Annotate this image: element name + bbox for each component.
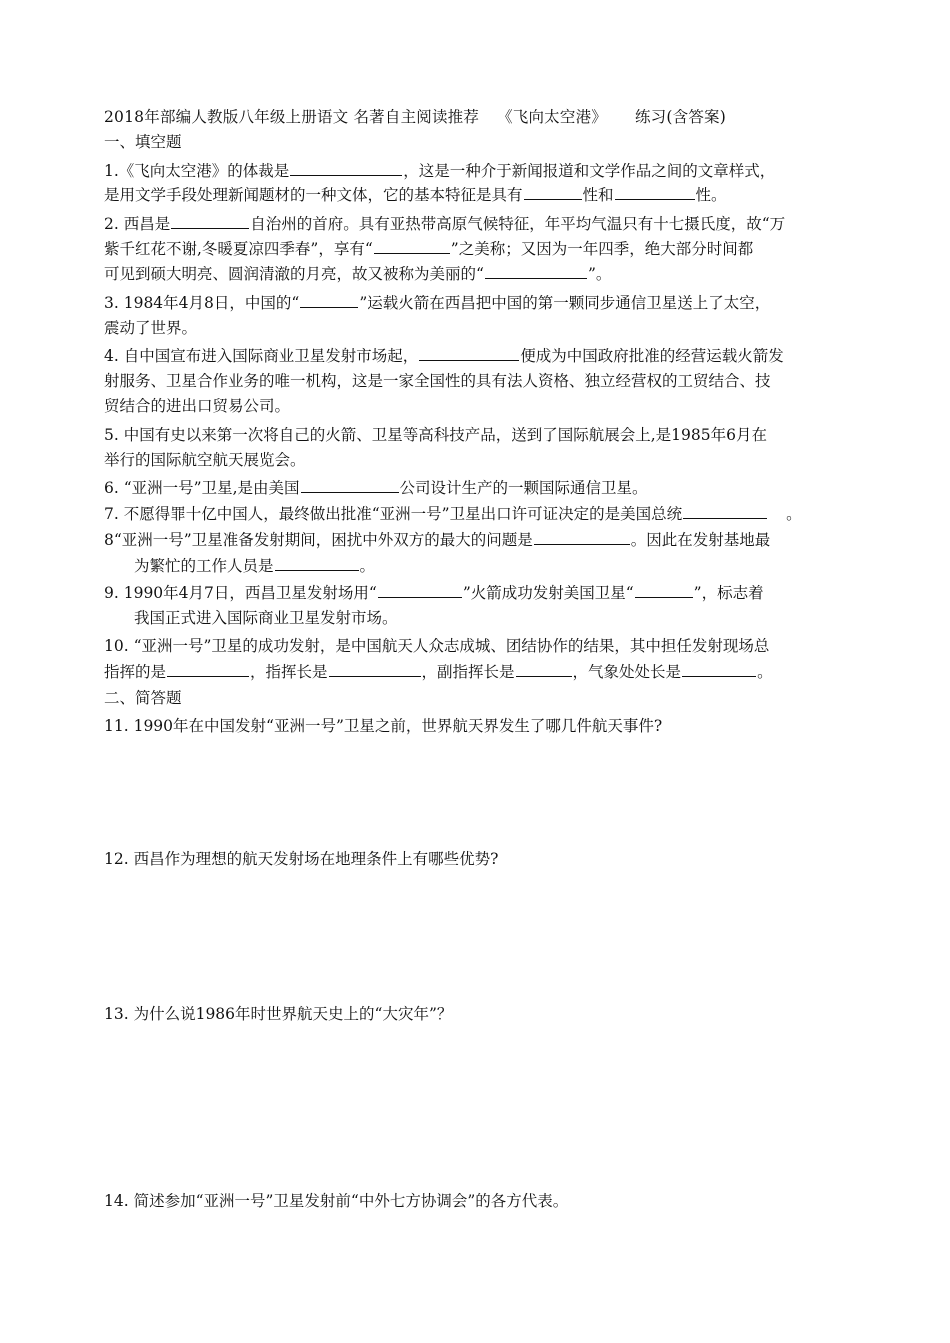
- answer-blank[interactable]: [534, 529, 630, 545]
- answer-blank[interactable]: [290, 160, 402, 176]
- question-10-line-2: 指挥的是 ，指挥长是 ，副指挥长是 ，气象处处长是 。: [104, 663, 773, 681]
- title-tail: 练习(含答案): [634, 108, 726, 126]
- answer-blank[interactable]: [615, 184, 695, 200]
- question-9-line-2: 我国正式进入国际商业卫星发射市场。: [134, 609, 398, 627]
- section-fill-heading: 一、填空题: [104, 133, 182, 151]
- question-6: 6. “亚洲一号”卫星,是由美国 公司设计生产的一颗国际通信卫星。: [104, 479, 648, 497]
- answer-blank[interactable]: [275, 555, 359, 571]
- answer-blank[interactable]: [301, 477, 399, 493]
- question-5-line-1: 5. 中国有史以来第一次将自己的火箭、卫星等高科技产品，送到了国际航展会上,是1985年6月在: [104, 426, 767, 444]
- question-8-line-1: 8“亚洲一号”卫星准备发射期间，困扰中外双方的最大的问题是 。因此在发射基地最: [104, 531, 771, 549]
- question-4-line-1: 4. 自中国宣布进入国际商业卫星发射市场起， 便成为中国政府批准的经营运载火箭发: [104, 347, 784, 365]
- question-11: 11. 1990年在中国发射“亚洲一号”卫星之前，世界航天界发生了哪几件航天事件?: [104, 717, 663, 735]
- question-3-line-1: 3. 1984年4月8日，中国的“ ”运载火箭在西昌把中国的第一颗同步通信卫星送上了太空，: [104, 294, 771, 312]
- question-10-line-1: 10. “亚洲一号”卫星的成功发射，是中国航天人众志成城、团结协作的结果，其中担任发射现场总: [104, 637, 770, 655]
- answer-blank[interactable]: [635, 582, 693, 598]
- question-4-line-2: 射服务、卫星合作业务的唯一机构，这是一家全国性的具有法人资格、独立经营权的工贸结合、技: [104, 372, 771, 390]
- question-5-line-2: 举行的国际航空航天展览会。: [104, 451, 306, 469]
- question-2-line-3: 可见到硕大明亮、圆润清澈的月亮，故又被称为美丽的“ ”。: [104, 265, 612, 283]
- answer-blank[interactable]: [682, 661, 756, 677]
- answer-blank[interactable]: [374, 238, 450, 254]
- question-1-line-1: 1.《飞向太空港》的体裁是 ，这是一种介于新闻报道和文学作品之间的文章样式，: [104, 162, 776, 180]
- question-13: 13. 为什么说1986年时世界航天史上的“大灾年”？: [104, 1005, 453, 1023]
- section-short-heading: 二、简答题: [104, 689, 182, 707]
- question-8-line-2: 为繁忙的工作人员是 。: [134, 557, 376, 575]
- answer-blank[interactable]: [329, 661, 421, 677]
- question-4-line-3: 贸结合的进出口贸易公司。: [104, 397, 291, 415]
- answer-blank[interactable]: [683, 503, 767, 519]
- question-12: 12. 西昌作为理想的航天发射场在地理条件上有哪些优势?: [104, 850, 499, 868]
- question-7: 7. 不愿得罪十亿中国人，最终做出批准“亚洲一号”卫星出口许可证决定的是美国总统 。: [104, 505, 802, 523]
- answer-blank[interactable]: [524, 184, 582, 200]
- answer-blank[interactable]: [167, 661, 249, 677]
- answer-blank[interactable]: [485, 263, 587, 279]
- answer-blank[interactable]: [300, 292, 358, 308]
- question-3-line-2: 震动了世界。: [104, 319, 198, 337]
- answer-blank[interactable]: [378, 582, 462, 598]
- title-book: 《飞向太空港》: [497, 108, 607, 126]
- answer-blank[interactable]: [516, 661, 572, 677]
- title-main: 2018年部编人教版八年级上册语文 名著自主阅读推荐: [104, 108, 480, 126]
- answer-blank[interactable]: [419, 345, 519, 361]
- question-14: 14. 简述参加“亚洲一号”卫星发射前“中外七方协调会”的各方代表。: [104, 1192, 569, 1210]
- question-9-line-1: 9. 1990年4月7日，西昌卫星发射场用“ ”火箭成功发射美国卫星“ ”，标志着: [104, 584, 764, 602]
- document-title: [104, 106, 854, 128]
- question-2-line-1: 2. 西昌是 自治州的首府。具有亚热带高原气候特征，年平均气温只有十七摄氏度，故“万: [104, 215, 786, 233]
- question-2-line-2: 紫千红花不谢,冬暖夏凉四季春”，享有“ ”之美称；又因为一年四季，绝大部分时间都: [104, 240, 754, 258]
- question-1-line-2: 是用文学手段处理新闻题材的一种文体，它的基本特征是具有 性和 性。: [104, 186, 727, 204]
- answer-blank[interactable]: [171, 213, 249, 229]
